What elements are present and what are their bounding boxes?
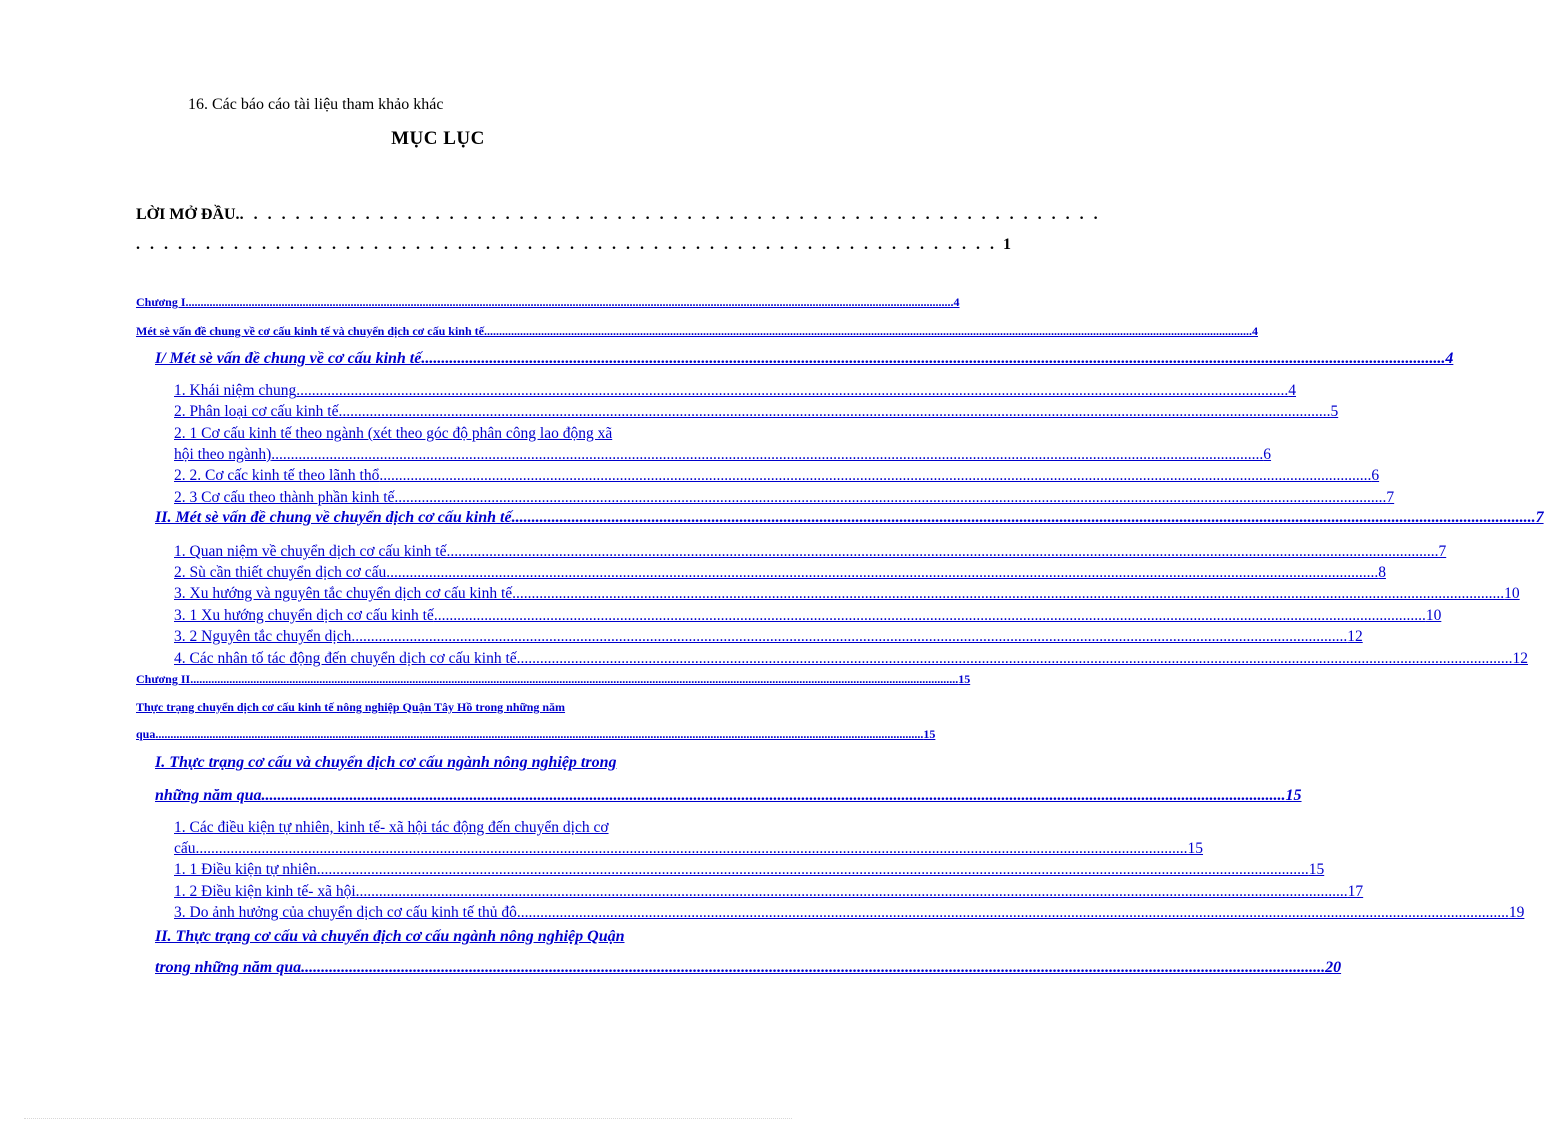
toc-entry-2-4[interactable]: [174, 650, 1529, 668]
toc-entry-section-3-line1[interactable]: I. Thực trạng cơ cấu và chuyển dịch cơ cấu ngành nông nghiệp trong: [155, 754, 617, 771]
toc-page: 7: [1438, 543, 1447, 560]
toc-entry-3-3[interactable]: [174, 904, 1525, 922]
toc-entry-1-2[interactable]: [174, 403, 1339, 421]
toc-entry-1-2-1-line2[interactable]: [174, 446, 1272, 464]
toc-page: 4: [1445, 350, 1454, 367]
toc-entry-2-3-2[interactable]: [174, 628, 1363, 646]
toc-page: 4: [953, 295, 960, 309]
toc-entry-chuong-1[interactable]: [136, 295, 960, 310]
toc-entry-1-2-3[interactable]: [174, 489, 1395, 507]
preface-label: LỜI MỞ ĐẦU.: [136, 206, 240, 223]
toc-label: qua: [136, 727, 156, 741]
toc-page: 10: [1504, 585, 1520, 602]
toc-page: 15: [958, 672, 971, 686]
preface-leader-dots-2: . . . . . . . . . . . . . . . . . . . . . . . . . . . . . . . . . . . . . . . . . . . . . . . . . . . . . . . . . . . . . .: [136, 236, 997, 253]
toc-entry-2-2[interactable]: [174, 564, 1386, 582]
toc-label: 1. 2 Điều kiện kinh tế- xã hội: [174, 883, 356, 900]
toc-page: 12: [1347, 628, 1363, 645]
toc-entry-1-2-2[interactable]: [174, 467, 1380, 485]
toc-entry-1-2-1-line1[interactable]: 2. 1 Cơ cấu kinh tế theo ngành (xét theo góc độ phân công lao động xã: [174, 425, 613, 442]
toc-page: 5: [1330, 403, 1339, 420]
toc-entry-2-3[interactable]: [174, 585, 1520, 603]
toc-label: cấu: [174, 840, 196, 857]
toc-label: 3. Xu hướng và nguyên tắc chuyển dịch cơ cấu kinh tế: [174, 585, 513, 602]
toc-page: 4: [1288, 382, 1297, 399]
toc-page: 15: [923, 727, 936, 741]
toc-entry-chuong-2[interactable]: [136, 672, 971, 687]
toc-page: 4: [1251, 324, 1258, 338]
toc-page: 15: [1285, 787, 1302, 804]
toc-label: trong những năm qua: [155, 959, 302, 976]
toc-label: Chương II: [136, 672, 191, 686]
toc-entry-section-4-line2[interactable]: [155, 959, 1342, 977]
toc-page: 7: [1386, 489, 1395, 506]
toc-entry-3-1-line2[interactable]: [174, 840, 1204, 858]
toc-label: II. Mét sè vấn đề chung về chuyển dịch cơ cấu kinh tế: [155, 509, 512, 526]
toc-page: 15: [1187, 840, 1204, 857]
toc-label: Mét sè vấn đề chung về cơ cấu kinh tế và chuyển dịch cơ cấu kinh tế: [136, 324, 484, 338]
toc-entry-section-1[interactable]: [155, 350, 1454, 368]
toc-label: 2. 3 Cơ cấu theo thành phần kinh tế: [174, 489, 395, 506]
toc-label: 4. Các nhân tố tác động đến chuyển dịch cơ cấu kinh tế.: [174, 650, 521, 667]
toc-entry-2-1[interactable]: [174, 543, 1447, 561]
toc-label: 3. 2 Nguyên tắc chuyển dịch.: [174, 628, 356, 645]
toc-page: 6: [1371, 467, 1380, 484]
toc-entry-chuong-2-title-line1[interactable]: Thực trạng chuyển dịch cơ cấu kinh tế nông nghiệp Quận Tây Hồ trong những năm: [136, 700, 566, 714]
toc-entry-3-1-2[interactable]: [174, 883, 1364, 901]
toc-label: 2. Sù cần thiết chuyển dịch cơ cấu: [174, 564, 387, 581]
toc-label: những năm qua: [155, 787, 262, 804]
preface-page: 1: [1003, 236, 1011, 253]
toc-label: 1. Quan niệm về chuyển dịch cơ cấu kinh tế: [174, 543, 447, 560]
toc-entry-3-1-line1[interactable]: 1. Các điều kiện tự nhiên, kinh tế- xã hội tác động đến chuyển dịch cơ: [174, 819, 609, 836]
toc-preface[interactable]: [136, 200, 1101, 260]
page-bottom-divider: [24, 1118, 792, 1119]
toc-label: I/ Mét sè vấn đề chung về cơ cấu kinh tế: [155, 350, 422, 367]
toc-entry-chuong-2-title-line2[interactable]: [136, 727, 936, 742]
toc-label: 2. 2. Cơ cấc kinh tế theo lãnh thổ: [174, 467, 380, 484]
toc-entry-section-2[interactable]: [155, 509, 1544, 527]
toc-page: 15: [1308, 861, 1325, 878]
toc-label: 2. Phân loại cơ cấu kinh tế: [174, 403, 339, 420]
toc-page: 8: [1378, 564, 1386, 581]
toc-label: hội theo ngành): [174, 446, 272, 463]
toc-page: 6: [1263, 446, 1272, 463]
toc-entry-2-3-1[interactable]: [174, 607, 1442, 625]
toc-page: 12: [1512, 650, 1529, 667]
toc-label: 3. 1 Xu hướng chuyển dịch cơ cấu kinh tế: [174, 607, 434, 624]
toc-page: 10: [1425, 607, 1442, 624]
toc-label: 1. 1 Điều kiện tự nhiên: [174, 861, 317, 878]
toc-page: 7: [1535, 509, 1544, 526]
toc-entry-section-4-line1[interactable]: II. Thực trạng cơ cấu và chuyển địch cơ cấu ngành nông nghiệp Quận: [155, 928, 625, 945]
toc-page: 19: [1508, 904, 1525, 921]
toc-page: 20: [1325, 959, 1342, 976]
toc-label: Chương I: [136, 295, 186, 309]
toc-label: 1. Khái niệm chung: [174, 382, 297, 399]
toc-label: 3. Do ảnh hưởng của chuyển dịch cơ cấu kinh tế thủ đô: [174, 904, 517, 921]
toc-page: 17: [1347, 883, 1364, 900]
page-title: MỤC LỤC: [391, 128, 485, 149]
toc-entry-3-1-1[interactable]: [174, 861, 1325, 879]
toc-entry-section-3-line2[interactable]: [155, 787, 1302, 805]
preface-leader-dots: . . . . . . . . . . . . . . . . . . . . . . . . . . . . . . . . . . . . . . . . . . . . . . . . . . . . . . . . . . . . . .: [239, 206, 1101, 223]
intro-line: 16. Các báo cáo tài liệu tham khảo khác: [188, 96, 444, 113]
toc-entry-1-1[interactable]: [174, 382, 1297, 400]
toc-entry-chuong-1-title[interactable]: [136, 324, 1258, 339]
